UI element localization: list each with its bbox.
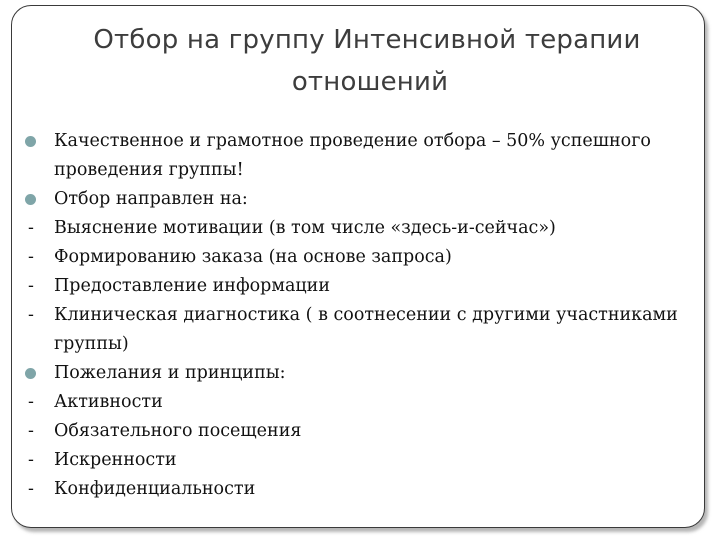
bullet-dot-icon bbox=[24, 185, 40, 214]
list-item bbox=[24, 185, 684, 214]
dash-marker-symbol: - bbox=[28, 218, 34, 238]
list-item-text: Качественное и грамотное проведение отбора – 50% успешного проведения группы! bbox=[54, 131, 651, 180]
bullet-dot-icon bbox=[25, 194, 36, 205]
dash-marker bbox=[24, 417, 40, 446]
list-item bbox=[24, 214, 684, 243]
dash-marker-symbol: - bbox=[28, 421, 34, 441]
bullet-dot-icon bbox=[25, 368, 36, 379]
dash-marker-symbol: - bbox=[28, 276, 34, 296]
list-item-text: Формированию заказа (на основе запроса) bbox=[54, 247, 452, 267]
list-item bbox=[24, 446, 684, 475]
list-item bbox=[24, 359, 684, 388]
list-item-text: Предоставление информации bbox=[54, 276, 331, 296]
list-item-text: Отбор направлен на: bbox=[54, 189, 248, 209]
slide-content-list bbox=[24, 127, 684, 504]
list-item bbox=[24, 301, 684, 359]
list-item-text: Обязательного посещения bbox=[54, 421, 302, 441]
list-item-text: Клиническая диагностика ( в соотнесении с другими участниками группы) bbox=[54, 305, 678, 354]
list-item bbox=[24, 272, 684, 301]
dash-marker-symbol: - bbox=[28, 247, 34, 267]
list-item bbox=[24, 243, 684, 272]
list-item-text: Конфиденциальности bbox=[54, 479, 256, 499]
dash-marker bbox=[24, 388, 40, 417]
bullet-dot-icon bbox=[24, 359, 40, 388]
list-item bbox=[24, 388, 684, 417]
dash-marker-symbol: - bbox=[28, 392, 34, 412]
dash-marker bbox=[24, 243, 40, 272]
list-item-text: Активности bbox=[54, 392, 163, 412]
list-item bbox=[24, 127, 684, 185]
slide-title-line-1: Отбор на группу Интенсивной терапии bbox=[93, 25, 641, 55]
bullet-dot-icon bbox=[24, 127, 40, 156]
list-item bbox=[24, 417, 684, 446]
dash-marker-symbol: - bbox=[28, 479, 34, 499]
list-item-text: Выяснение мотивации (в том числе «здесь-и-сейчас») bbox=[54, 218, 556, 238]
dash-marker bbox=[24, 214, 40, 243]
list-item bbox=[24, 475, 684, 504]
dash-marker bbox=[24, 301, 40, 330]
dash-marker-symbol: - bbox=[28, 450, 34, 470]
bullet-dot-icon bbox=[25, 136, 36, 147]
list-item-text: Искренности bbox=[54, 450, 177, 470]
dash-marker-symbol: - bbox=[28, 305, 34, 325]
dash-marker bbox=[24, 475, 40, 504]
slide-title bbox=[0, 19, 720, 103]
dash-marker bbox=[24, 272, 40, 301]
dash-marker bbox=[24, 446, 40, 475]
slide-title-line-2: отношений bbox=[291, 67, 449, 97]
list-item-text: Пожелания и принципы: bbox=[54, 363, 286, 383]
